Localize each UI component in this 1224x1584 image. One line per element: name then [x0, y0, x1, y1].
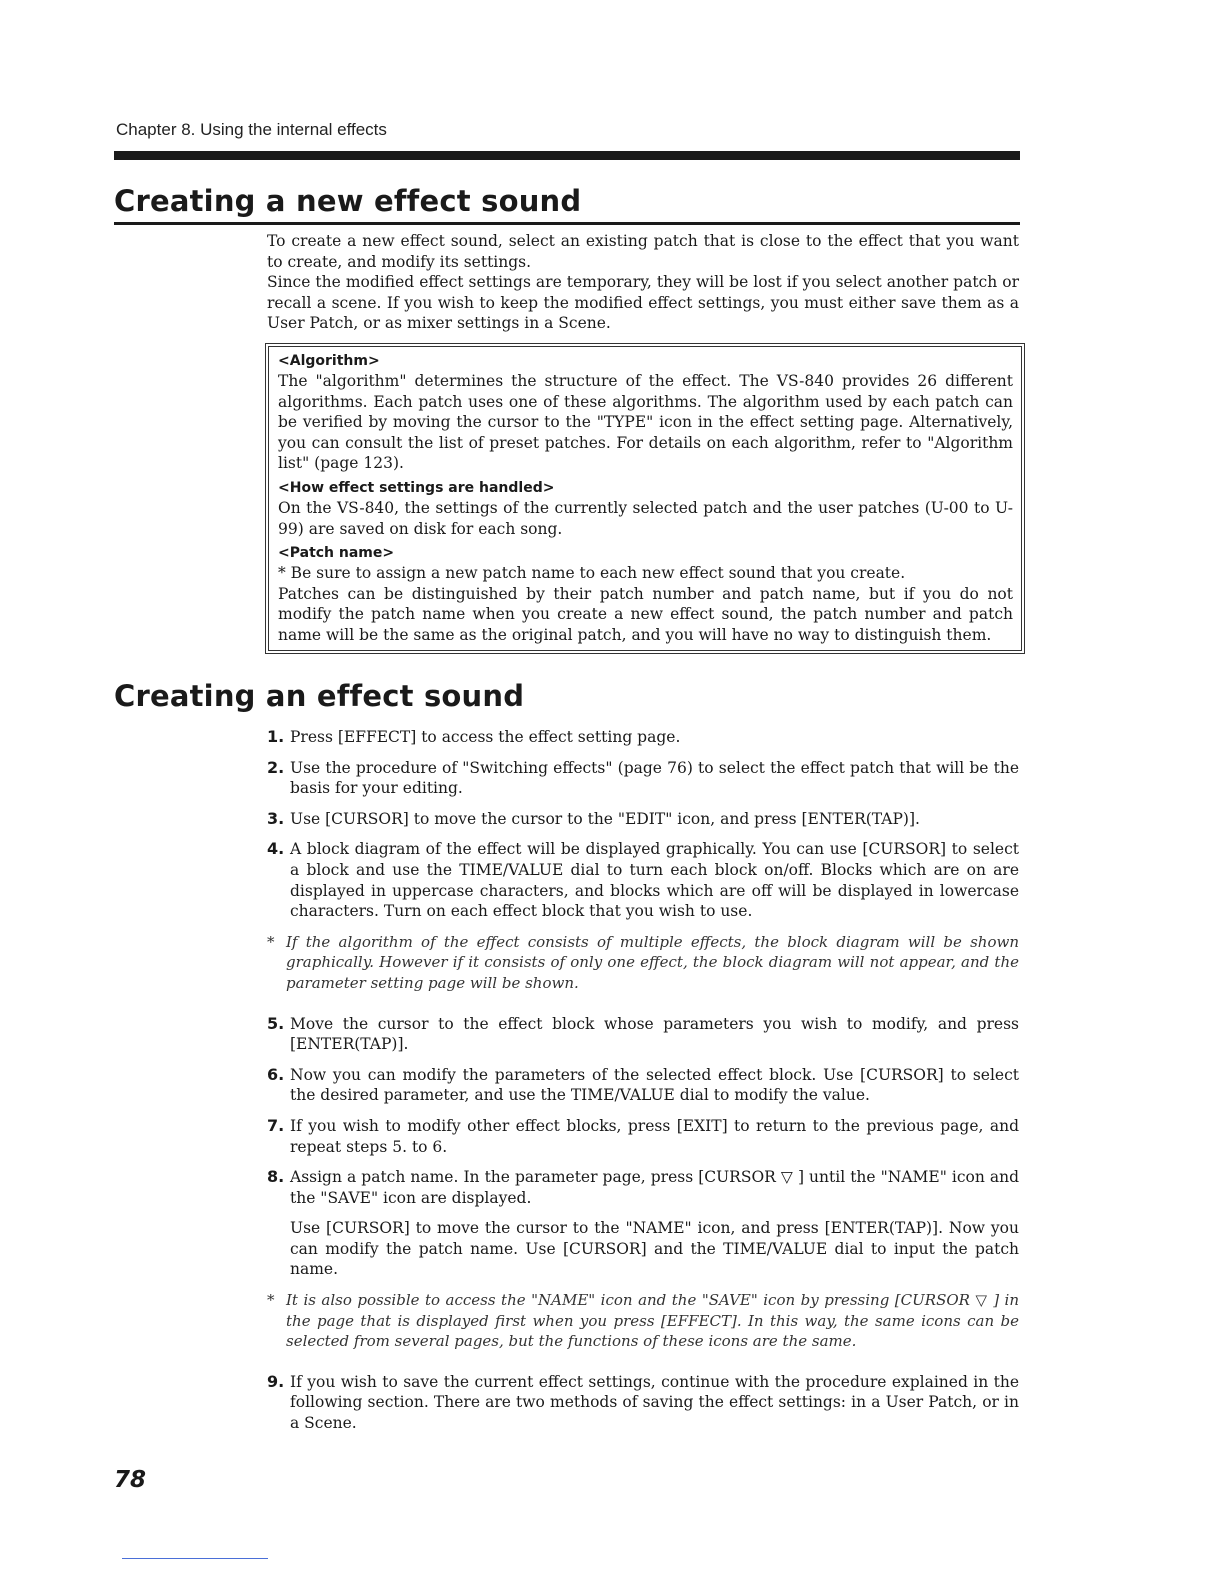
section-title-effect-sound: Creating an effect sound	[114, 679, 525, 713]
note-text: It is also possible to access the "NAME" icon and the "SAVE" icon by pressing [CURSOR ▽ ] in the page that is displayed first when you press [EFFECT]. In this way, the same icons can be selected from several pages, but the functions of these icons are the same.	[286, 1291, 1019, 1351]
step-text-continued: Use [CURSOR] to move the cursor to the "NAME" icon, and press [ENTER(TAP)]. Now you can modify the patch name. Use [CURSOR] and the TIME/VALUE dial to input the patch name.	[290, 1219, 1019, 1279]
step-item	[267, 1167, 1019, 1280]
box-text-algorithm: The "algorithm" determines the structure of the effect. The VS-840 provides 26 different algorithms. Each patch uses one of these algorithms. The algorithm used by each patch can be verified by moving the cursor to the "TYPE" icon in the effect setting page. Alternatively, you can consult the list of preset patches. For details on each algorithm, refer to "Algorithm list" (page 123).	[278, 372, 1013, 473]
page-number: 78	[114, 1467, 147, 1493]
step-text: Use [CURSOR] to move the cursor to the "EDIT" icon, and press [ENTER(TAP)].	[290, 809, 920, 828]
note-text: If the algorithm of the effect consists of multiple effects, the block diagram will be shown graphically. However if it consists of only one effect, the block diagram will not appear, and the parameter setting page will be shown.	[286, 932, 1019, 992]
step-text: If you wish to save the current effect settings, continue with the procedure explained in the following section. There are two methods of saving the effect settings: in a User Patch, or in a Scene.	[290, 1372, 1019, 1433]
footer-line	[122, 1558, 268, 1559]
step-item	[267, 1014, 1019, 1055]
note-mark: *	[267, 932, 275, 951]
step-text: Now you can modify the parameters of the selected effect block. Use [CURSOR] to select the desired parameter, and use the TIME/VALUE dial to modify the value.	[290, 1065, 1019, 1105]
box-text-patch-detail: Patches can be distinguished by their patch number and patch name, but if you do not modify the patch name when you create a new effect sound, the patch number and patch name will be the same as the original patch, and you will have no way to distinguish them.	[278, 584, 1013, 644]
box-text-handled: On the VS-840, the settings of the currently selected patch and the user patches (U-00 to U-99) are saved on disk for each song.	[278, 498, 1013, 538]
step-number: 9.	[267, 1371, 285, 1391]
section-title-new-effect: Creating a new effect sound	[114, 184, 582, 218]
info-box	[265, 343, 1025, 654]
step-item	[267, 1116, 1019, 1157]
step-number: 4.	[267, 839, 285, 859]
box-text-patch-warning: * Be sure to assign a new patch name to each new effect sound that you create.	[278, 564, 906, 583]
step-text: Press [EFFECT] to access the effect setting page.	[290, 728, 681, 746]
step-number: 5.	[267, 1013, 285, 1033]
step-text: A block diagram of the effect will be displayed graphically. You can use [CURSOR] to select a block and use the TIME/VALUE dial to turn each block on/off. Blocks which are on are displayed in uppercase characters, and blocks which are off will be displayed in lowercase characters. Turn on each effect block that you wish to use.	[290, 840, 1019, 921]
chapter-header: Chapter 8. Using the internal effects	[116, 120, 387, 139]
step-number: 8.	[267, 1167, 285, 1187]
step-text: Move the cursor to the effect block whose parameters you wish to modify, and press [ENTER(TAP)].	[290, 1014, 1019, 1054]
note-item	[267, 932, 1019, 994]
step-item	[267, 1372, 1019, 1434]
step-item	[267, 758, 1019, 799]
step-text: If you wish to modify other effect blocks, press [EXIT] to return to the previous page, and repeat steps 5. to 6.	[290, 1116, 1019, 1156]
step-text: Assign a patch name. In the parameter page, press [CURSOR ▽ ] until the "NAME" icon and the "SAVE" icon are displayed.	[290, 1168, 1019, 1207]
intro-text	[267, 231, 1019, 334]
intro-paragraph: Since the modified effect settings are temporary, they will be lost if you select another patch or recall a scene. If you wish to keep the modified effect settings, you must either save them as a User Patch, or as mixer settings in a Scene.	[267, 273, 1019, 333]
step-number: 7.	[267, 1115, 285, 1135]
step-item	[267, 809, 1019, 830]
box-heading-handled: <How effect settings are handled>	[278, 479, 555, 496]
section-title-rule	[114, 222, 1020, 225]
step-text: Use the procedure of "Switching effects" (page 76) to select the effect patch that will be the basis for your editing.	[290, 758, 1019, 798]
step-number: 6.	[267, 1064, 285, 1084]
step-number: 3.	[267, 808, 285, 828]
step-item	[267, 839, 1019, 921]
intro-paragraph: To create a new effect sound, select an existing patch that is close to the effect that you want to create, and modify its settings.	[267, 232, 1019, 271]
step-number: 1.	[267, 727, 285, 746]
box-heading-algorithm: <Algorithm>	[278, 353, 380, 369]
header-rule	[114, 151, 1020, 160]
steps-list	[267, 727, 1019, 1444]
note-item	[267, 1290, 1019, 1352]
step-number: 2.	[267, 757, 285, 777]
note-mark: *	[267, 1291, 275, 1310]
step-item	[267, 1065, 1019, 1106]
step-item	[267, 727, 1019, 748]
box-heading-patch-name: <Patch name>	[278, 545, 395, 562]
